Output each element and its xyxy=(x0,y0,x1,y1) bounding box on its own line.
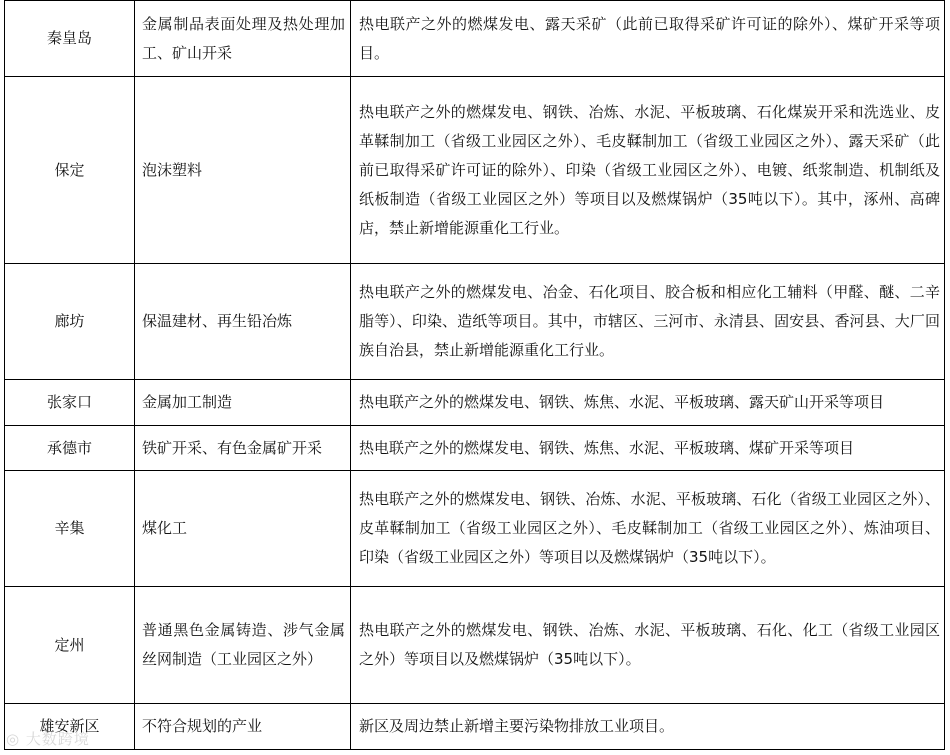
industry-cell: 普通黑色金属铸造、涉气金属丝网制造（工业园区之外） xyxy=(135,587,351,704)
table-row xyxy=(5,77,945,264)
industry-cell: 煤化工 xyxy=(135,471,351,587)
city-cell: 保定 xyxy=(5,77,135,264)
projects-cell: 热电联产之外的燃煤发电、钢铁、炼焦、水泥、平板玻璃、露天矿山开采等项目 xyxy=(351,380,945,426)
industry-cell: 保温建材、再生铅冶炼 xyxy=(135,264,351,380)
industry-cell: 金属加工制造 xyxy=(135,380,351,426)
table-row xyxy=(5,1,945,77)
city-cell: 雄安新区 xyxy=(5,704,135,750)
watermark-text: 大数跨境 xyxy=(25,730,90,748)
watermark-logo-icon: ◎ xyxy=(6,730,26,748)
table-row xyxy=(5,587,945,704)
projects-cell: 热电联产之外的燃煤发电、钢铁、冶炼、水泥、平板玻璃、石化（省级工业园区之外）、皮革鞣制加工（省级工业园区之外）、毛皮鞣制加工（省级工业园区之外）、炼油项目、印染（省级工业园区之外）等项目以及燃煤锅炉（35吨以下）。 xyxy=(351,471,945,587)
projects-cell: 热电联产之外的燃煤发电、钢铁、炼焦、水泥、平板玻璃、煤矿开采等项目 xyxy=(351,426,945,471)
table-row xyxy=(5,380,945,426)
industry-cell: 泡沫塑料 xyxy=(135,77,351,264)
table-row xyxy=(5,704,945,750)
city-cell: 张家口 xyxy=(5,380,135,426)
projects-cell: 热电联产之外的燃煤发电、钢铁、冶炼、水泥、平板玻璃、石化煤炭开采和洗选业、皮革鞣制加工（省级工业园区之外）、毛皮鞣制加工（省级工业园区之外）、露天采矿（此前已取得采矿许可证的除外）、印染（省级工业园区之外）、电镀、纸浆制造、机制纸及纸板制造（省级工业园区之外）等项目以及燃煤锅炉（35吨以下）。其中，涿州、高碑店，禁止新增能源重化工行业。 xyxy=(351,77,945,264)
city-cell: 辛集 xyxy=(5,471,135,587)
table-row xyxy=(5,264,945,380)
industry-cell: 金属制品表面处理及热处理加工、矿山开采 xyxy=(135,1,351,77)
projects-cell: 热电联产之外的燃煤发电、露天采矿（此前已取得采矿许可证的除外）、煤矿开采等项目。 xyxy=(351,1,945,77)
projects-cell: 热电联产之外的燃煤发电、冶金、石化项目、胶合板和相应化工辅料（甲醛、醚、二辛脂等）、印染、造纸等项目。其中，市辖区、三河市、永清县、固安县、香河县、大厂回族自治县，禁止新增能源重化工行业。 xyxy=(351,264,945,380)
city-cell: 承德市 xyxy=(5,426,135,471)
city-cell: 廊坊 xyxy=(5,264,135,380)
industry-cell: 不符合规划的产业 xyxy=(135,704,351,750)
projects-cell: 新区及周边禁止新增主要污染物排放工业项目。 xyxy=(351,704,945,750)
projects-cell: 热电联产之外的燃煤发电、钢铁、冶炼、水泥、平板玻璃、石化、化工（省级工业园区之外）等项目以及燃煤锅炉（35吨以下）。 xyxy=(351,587,945,704)
industry-cell: 铁矿开采、有色金属矿开采 xyxy=(135,426,351,471)
table-row xyxy=(5,471,945,587)
table-row xyxy=(5,426,945,471)
restricted-industries-table xyxy=(4,0,945,750)
city-cell: 秦皇岛 xyxy=(5,1,135,77)
city-cell: 定州 xyxy=(5,587,135,704)
